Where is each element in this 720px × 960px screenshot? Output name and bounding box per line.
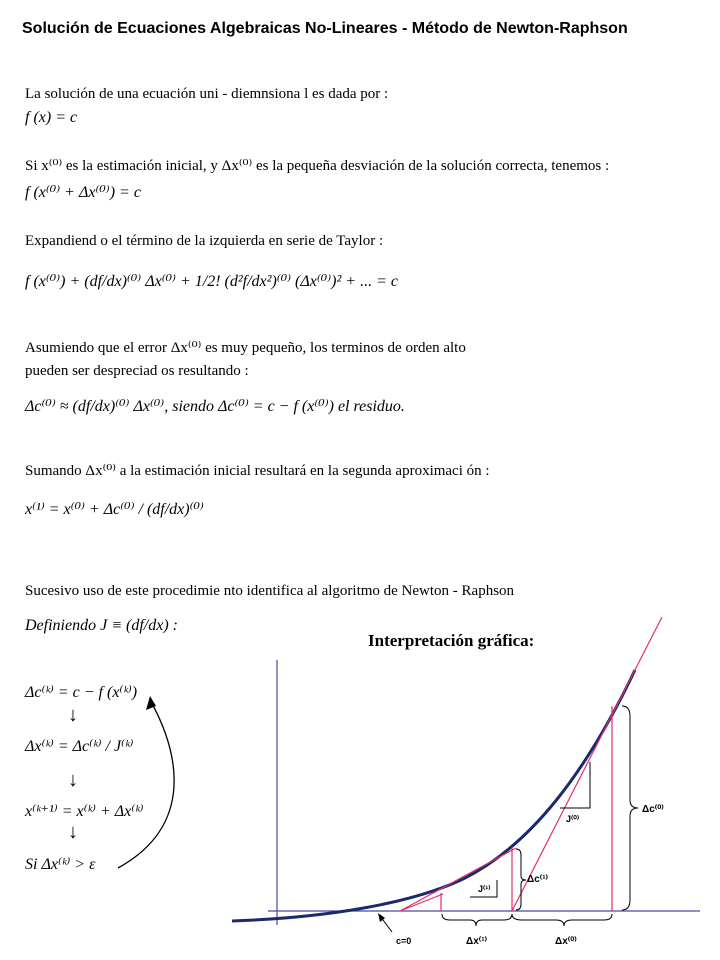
label-dx1: Δx⁽¹⁾: [466, 936, 487, 947]
label-dc0: Δc⁽⁰⁾: [642, 804, 664, 815]
down-arrow-icon: ↓: [68, 769, 78, 791]
paragraph-4b: pueden ser despreciad os resultando :: [25, 363, 249, 379]
label-c0: c=0: [396, 936, 412, 946]
tangent-line-2: [400, 894, 443, 911]
equation-1: f (x) = c: [25, 109, 78, 126]
brace-dx1: [442, 914, 512, 926]
equation-4: Δc⁽⁰⁾ ≈ (df/dx)⁽⁰⁾ Δx⁽⁰⁾, siendo Δc⁽⁰⁾ = c − f (x⁽⁰⁾) el residuo.: [25, 398, 405, 415]
algorithm-step-3: x⁽ᵏ⁺¹⁾ = x⁽ᵏ⁾ + Δx⁽ᵏ⁾: [25, 803, 144, 820]
algorithm-step-1: Δc⁽ᵏ⁾ = c − f (x⁽ᵏ⁾): [25, 684, 138, 701]
equation-5: x⁽¹⁾ = x⁽⁰⁾ + Δc⁽⁰⁾ / (df/dx)⁽⁰⁾: [25, 501, 204, 518]
paragraph-3: Expandiend o el término de la izquierda en serie de Taylor :: [25, 233, 384, 249]
label-dx0: Δx⁽⁰⁾: [555, 936, 577, 947]
equation-2: f (x⁽⁰⁾ + Δx⁽⁰⁾) = c: [25, 184, 141, 201]
paragraph-2: Si x⁽⁰⁾ es la estimación inicial, y Δx⁽⁰⁾ es la pequeña desviación de la solución correcta, tenemos :: [25, 158, 610, 174]
paragraph-1: La solución de una ecuación uni - diemnsiona l es dada por :: [25, 86, 389, 102]
down-arrow-icon: ↓: [68, 704, 78, 726]
page-title: Solución de Ecuaciones Algebraicas No-Lineares - Método de Newton-Raphson: [22, 20, 628, 37]
algorithm-step-4: Si Δx⁽ᵏ⁾ > ε: [25, 856, 96, 873]
paragraph-4a: Asumiendo que el error Δx⁽⁰⁾ es muy pequeño, los terminos de orden alto: [25, 340, 466, 356]
paragraph-6: Sucesivo uso de este procedimie nto identifica al algoritmo de Newton - Raphson: [25, 583, 515, 599]
brace-dc0: [622, 706, 638, 910]
j0-triangle: [560, 762, 590, 808]
down-arrow-icon: ↓: [68, 821, 78, 843]
equation-3: f (x⁽⁰⁾) + (df/dx)⁽⁰⁾ Δx⁽⁰⁾ + 1/2! (d²f/dx²)⁽⁰⁾ (Δx⁽⁰⁾)² + ... = c: [25, 273, 398, 290]
label-dc1: Δc⁽¹⁾: [527, 874, 548, 885]
algorithm-step-2: Δx⁽ᵏ⁾ = Δc⁽ᵏ⁾ / J⁽ᵏ⁾: [25, 738, 134, 755]
graph-title: Interpretación gráfica:: [368, 631, 535, 650]
paragraph-5: Sumando Δx⁽⁰⁾ a la estimación inicial resultará en la segunda aproximaci ón :: [25, 463, 490, 479]
tangent-line-1: [400, 848, 516, 911]
label-j1: J⁽¹⁾: [478, 884, 491, 894]
definition-j: Definiendo J ≡ (df/dx) :: [25, 617, 178, 634]
function-curve: [232, 670, 635, 921]
label-j0: J⁽⁰⁾: [566, 814, 580, 824]
brace-dx0: [512, 914, 612, 926]
tangent-line-0: [512, 617, 662, 911]
